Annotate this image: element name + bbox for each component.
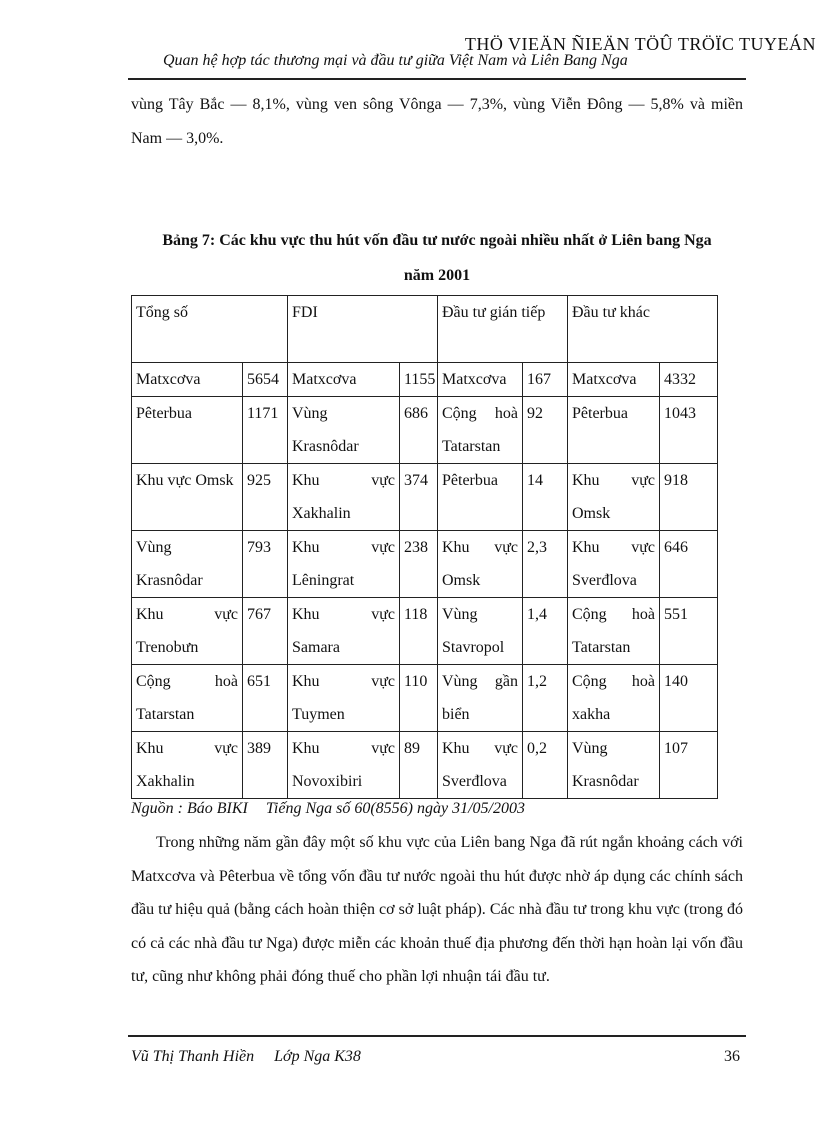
investment-value-cell: 92 — [523, 397, 568, 464]
table-caption-line2: năm 2001 — [403, 267, 471, 284]
region-name-cell: Cộng hoà Tatarstan — [438, 397, 523, 464]
table-row — [132, 665, 718, 732]
investment-value-cell: 1,4 — [523, 598, 568, 665]
investment-table — [131, 295, 718, 799]
footer-author: Vũ Thị Thanh Hiền — [131, 1048, 255, 1065]
region-name-cell: Khu vực Xakhalin — [132, 732, 243, 799]
body-paragraph: Trong những năm gần đây một số khu vực của Liên bang Nga đã rút ngắn khoảng cách với Matxcơva và Pêterbua về tổng vốn đầu tư nước ngoài thu hút được nhờ áp dụng các chính sách đầu tư hiệu quả (bằng cách hoàn thiện cơ sở luật pháp). Các nhà đầu tư trong khu vực (trong đó có cả các nhà đầu tư Nga) được miễn các khoản thuế địa phương đến thời hạn hoàn lại vốn đầu tư, cũng như không phải đóng thuế cho phần lợi nhuận tái đầu tư. — [131, 834, 743, 985]
table-body — [132, 363, 718, 799]
region-name-cell: Matxcơva — [438, 363, 523, 397]
header-total: Tổng số — [132, 296, 288, 363]
watermark-text: THÖ VIEÄN ÑIEÄN TÖÛ TRÖÏC TUYEÁN — [464, 34, 816, 54]
investment-value-cell: 374 — [400, 464, 438, 531]
region-name-cell: Cộng hoà Tatarstan — [132, 665, 243, 732]
investment-value-cell: 651 — [243, 665, 288, 732]
investment-value-cell: 686 — [400, 397, 438, 464]
investment-value-cell: 767 — [243, 598, 288, 665]
region-name-cell: Khu vực Sverđlova — [568, 531, 660, 598]
source-detail: Tiếng Nga số 60(8556) ngày 31/05/2003 — [265, 800, 525, 817]
header-indirect: Đầu tư gián tiếp — [438, 296, 568, 363]
table-row — [132, 397, 718, 464]
region-name-cell: Pêterbua — [568, 397, 660, 464]
investment-value-cell: 4332 — [660, 363, 718, 397]
table-row — [132, 464, 718, 531]
source-note — [131, 800, 525, 818]
investment-value-cell: 646 — [660, 531, 718, 598]
investment-value-cell: 1171 — [243, 397, 288, 464]
table-row — [132, 732, 718, 799]
running-header: Quan hệ hợp tác thương mại và đầu tư giữa Việt Nam và Liên Bang Nga — [163, 52, 628, 69]
investment-value-cell: 1,2 — [523, 665, 568, 732]
region-name-cell: Pêterbua — [132, 397, 243, 464]
region-name-cell: Vùng Krasnôdar — [288, 397, 400, 464]
region-name-cell: Matxcơva — [132, 363, 243, 397]
table-row — [132, 531, 718, 598]
region-name-cell: Khu vực Sverđlova — [438, 732, 523, 799]
region-name-cell: Vùng gần biển — [438, 665, 523, 732]
region-name-cell: Vùng Krasnôdar — [132, 531, 243, 598]
investment-value-cell: 925 — [243, 464, 288, 531]
region-name-cell: Khu vực Xakhalin — [288, 464, 400, 531]
header-other: Đầu tư khác — [568, 296, 718, 363]
region-name-cell: Khu vực Omsk — [132, 464, 243, 531]
region-name-cell: Cộng hoà xakha — [568, 665, 660, 732]
region-name-cell: Vùng Stavropol — [438, 598, 523, 665]
table-row — [132, 598, 718, 665]
intro-paragraph: vùng Tây Bắc — 8,1%, vùng ven sông Vônga — 7,3%, vùng Viễn Đông — 5,8% và miền Nam — 3,0%. — [131, 96, 743, 147]
investment-value-cell: 167 — [523, 363, 568, 397]
region-name-cell: Khu vực Lêningrat — [288, 531, 400, 598]
table-row — [132, 363, 718, 397]
investment-value-cell: 118 — [400, 598, 438, 665]
region-name-cell: Khu vực Omsk — [438, 531, 523, 598]
investment-value-cell: 2,3 — [523, 531, 568, 598]
region-name-cell: Khu vực Omsk — [568, 464, 660, 531]
region-name-cell: Matxcơva — [288, 363, 400, 397]
region-name-cell: Khu vực Trenobưn — [132, 598, 243, 665]
investment-value-cell: 1155 — [400, 363, 438, 397]
table-caption-line1: Bảng 7: Các khu vực thu hút vốn đầu tư nước ngoài nhiều nhất ở Liên bang Nga — [162, 232, 712, 249]
investment-value-cell: 140 — [660, 665, 718, 732]
region-name-cell: Matxcơva — [568, 363, 660, 397]
investment-value-cell: 1043 — [660, 397, 718, 464]
investment-value-cell: 918 — [660, 464, 718, 531]
investment-value-cell: 389 — [243, 732, 288, 799]
region-name-cell: Cộng hoà Tatarstan — [568, 598, 660, 665]
investment-value-cell: 551 — [660, 598, 718, 665]
footer-divider — [128, 1035, 746, 1037]
region-name-cell: Khu vực Samara — [288, 598, 400, 665]
investment-value-cell: 793 — [243, 531, 288, 598]
header-divider — [128, 78, 746, 80]
footer-author-line — [131, 1048, 361, 1066]
footer-class: Lớp Nga K38 — [274, 1048, 361, 1065]
investment-value-cell: 89 — [400, 732, 438, 799]
region-name-cell: Pêterbua — [438, 464, 523, 531]
region-name-cell: Khu vực Novoxibiri — [288, 732, 400, 799]
table-header-row — [132, 296, 718, 363]
region-name-cell: Vùng Krasnôdar — [568, 732, 660, 799]
investment-value-cell: 0,2 — [523, 732, 568, 799]
investment-value-cell: 110 — [400, 665, 438, 732]
investment-value-cell: 238 — [400, 531, 438, 598]
investment-value-cell: 14 — [523, 464, 568, 531]
header-fdi: FDI — [288, 296, 438, 363]
source-label: Nguồn : Báo BIKI — [131, 800, 248, 817]
investment-value-cell: 107 — [660, 732, 718, 799]
region-name-cell: Khu vực Tuymen — [288, 665, 400, 732]
page-number: 36 — [724, 1048, 740, 1065]
investment-value-cell: 5654 — [243, 363, 288, 397]
